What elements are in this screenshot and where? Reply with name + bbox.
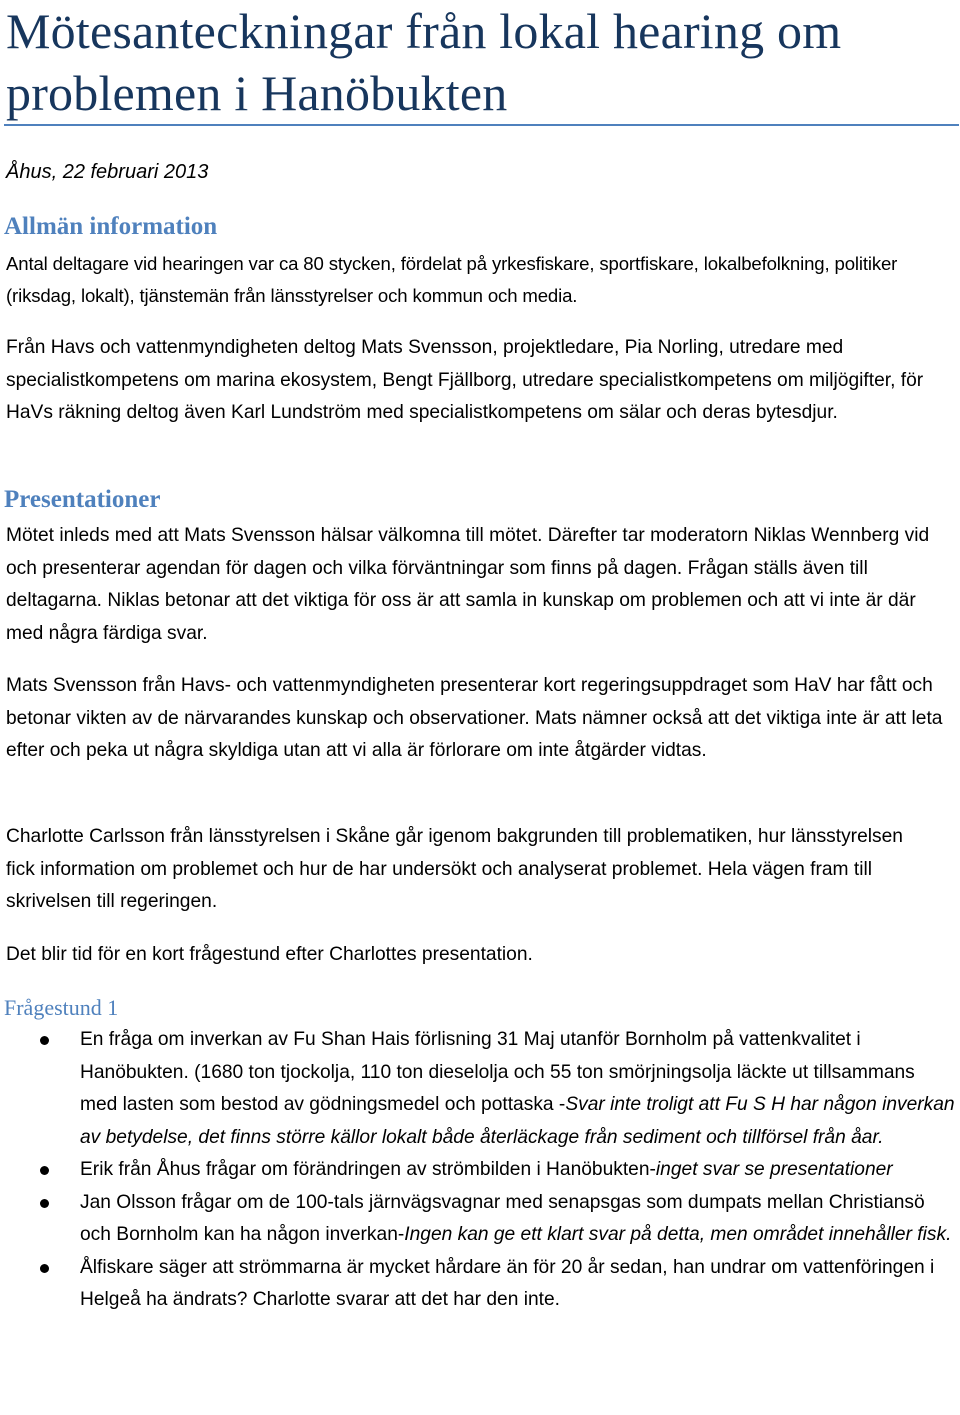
heading-general-info: Allmän information: [4, 213, 218, 240]
title-divider: [4, 124, 959, 126]
answer-text: inget svar se presentationer: [655, 1159, 893, 1180]
bullet-icon: [40, 1036, 49, 1045]
paragraph-participants: Antal deltagare vid hearingen var ca 80 stycken, fördelat på yrkesfiskare, sportfiskare, lokalbefolkning, politiker (riksdag, lokalt), tjänstemän från länsstyrelser och kommun och media.: [6, 253, 898, 306]
qa-list: [0, 1024, 960, 1317]
heading-presentations: Presentationer: [4, 486, 161, 513]
paragraph-mats-presentation: Mats Svensson från Havs- och vattenmyndigheten presenterar kort regeringsuppdraget som HaV har fått och betonar vikten av de närvarandes kunskap och observationer. Mats nämner också att det viktiga inte är att leta efter och peka ut några skyldiga utan att vi alla är förlorare om inte åtgärder vidtas.: [6, 675, 943, 761]
question-text: Ålfiskare säger att strömmarna är mycket hårdare än för 20 år sedan, han undrar om vattenföringen i Helgeå ha ändrats? Charlotte svarar att det har den inte.: [80, 1256, 935, 1310]
list-item: [0, 1154, 955, 1187]
document-title: Mötesanteckningar från lokal hearing om problemen i Hanöbukten: [6, 3, 842, 121]
bullet-icon: [40, 1199, 49, 1208]
answer-text: Ingen kan ge ett klart svar på detta, men området innehåller fisk.: [404, 1224, 952, 1245]
list-item: [0, 1252, 955, 1317]
paragraph-qa-intro: Det blir tid för en kort frågestund efter Charlottes presentation.: [6, 944, 533, 965]
bullet-icon: [40, 1264, 49, 1273]
place-date: Åhus, 22 februari 2013: [6, 161, 209, 183]
paragraph-hav-attendees: Från Havs och vattenmyndigheten deltog Mats Svensson, projektledare, Pia Norling, utredare med specialistkompetens om marina ekosystem, Bengt Fjällborg, utredare specialistkompetens om miljögifter, för HaVs räkning deltog även Karl Lundström med specialistkompetens om sälar och deras bytesdjur.: [6, 337, 924, 423]
paragraph-meeting-opening: Mötet inleds med att Mats Svensson hälsar välkomna till mötet. Därefter tar moderatorn Niklas Wennberg vid och presenterar agendan för dagen och vilka förväntningar som finns på dagen. Frågan ställs även till deltagarna. Niklas betonar att det viktiga för oss är att samla in kunskap om problemen och att vi inte är där med några färdiga svar.: [6, 525, 930, 644]
question-text: Jan Olsson frågar om de 100-tals järnvägsvagnar med senapsgas som dumpats mellan Christiansö och Bornholm kan ha någon inverkan-: [80, 1191, 925, 1245]
bullet-icon: [40, 1166, 49, 1175]
list-item: [0, 1187, 955, 1252]
question-text: Erik från Åhus frågar om förändringen av strömbilden i Hanöbukten-: [80, 1159, 656, 1180]
paragraph-charlotte-presentation: Charlotte Carlsson från länsstyrelsen i Skåne går igenom bakgrunden till problematiken, hur länsstyrelsen fick information om problemet och hur de har undersökt och analyserat problemet. Hela vägen fram till skrivelsen till regeringen.: [6, 826, 903, 912]
heading-qa-session-1: Frågestund 1: [4, 995, 119, 1020]
list-item: [0, 1024, 955, 1154]
question-text: En fråga om inverkan av Fu Shan Hais förlisning 31 Maj utanför Bornholm på vattenkvalitet i Hanöbukten. (1680 ton tjockolja, 110 ton dieselolja och 55 ton smörjningsolja läckte ut tillsammans med lasten som bestod av gödningsmedel och pottaska -: [80, 1029, 915, 1115]
answer-text: Svar inte troligt att Fu S H har någon inverkan av betydelse, det finns större källor lokalt både återläckage från sediment och tillförsel från åar.: [80, 1094, 955, 1148]
